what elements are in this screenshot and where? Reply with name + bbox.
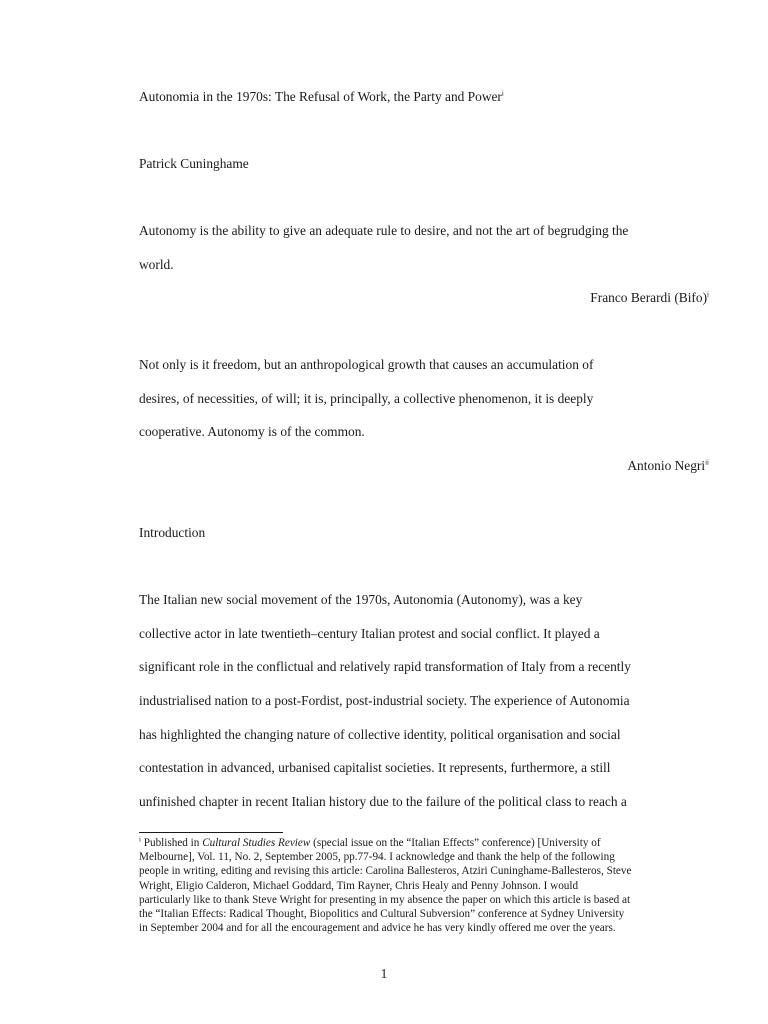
epigraph-1-line-2: world. [139,257,174,272]
page-number: 1 [380,966,388,981]
footnote-line1-rest: (special issue on the “Italian Effects” conference) [University of [310,837,601,849]
footnote-marker: i [139,835,141,844]
document-title [139,89,709,105]
body-line: has highlighted the changing nature of collective identity, political organisation and social [139,727,621,742]
epigraph-2-attribution [139,458,709,474]
epigraph-2-line-1: Not only is it freedom, but an anthropological growth that causes an accumulation of [139,357,594,372]
footnote-line [139,836,709,850]
document-title-text: Autonomia in the 1970s: The Refusal of Work, the Party and Power [139,89,502,104]
body-line: The Italian new social movement of the 1970s, Autonomia (Autonomy), was a key [139,592,583,607]
epigraph-2-line-2: desires, of necessities, of will; it is, principally, a collective phenomenon, it is deeply [139,391,594,406]
footnote-line: in September 2004 and for all the encouragement and advice he has very kindly offered me over the years. [139,922,616,935]
section-heading: Introduction [139,525,206,540]
footnote-line: Melbourne], Vol. 11, No. 2, September 2005, pp.77-94. I acknowledge and thank the help of the following [139,851,615,864]
epigraph-1-line-1: Autonomy is the ability to give an adequate rule to desire, and not the art of begrudging the [139,223,629,238]
epigraph-1-note-marker: i [707,290,709,299]
epigraph-2-line-3: cooperative. Autonomy is of the common. [139,424,365,439]
footnote-line: people in writing, editing and revising this article: Carolina Ballesteros, Atziri Cuninghame-Ballesteros, Steve [139,865,632,878]
title-footnote-marker: i [501,89,504,98]
footnote-line: the “Italian Effects: Radical Thought, Biopolitics and Cultural Subversion” conference at Sydney University [139,908,625,921]
author-name: Patrick Cuninghame [139,156,249,171]
body-line: unfinished chapter in recent Italian history due to the failure of the political class to reach a [139,794,627,809]
footnote-journal-title: Cultural Studies Review [202,837,311,849]
epigraph-2-attribution-text: Antonio Negri [627,458,706,473]
footnote-line: Wright, Eligio Calderon, Michael Goddard, Tim Rayner, Chris Healy and Penny Johnson. I would [139,879,579,892]
footnote-line: particularly like to thank Steve Wright for presenting in my absence the paper on which this article is based at [139,893,631,906]
body-line: contestation in advanced, urbanised capitalist societies. It represents, furthermore, a still [139,760,611,775]
epigraph-2-note-marker: ii [705,458,709,467]
body-line: industrialised nation to a post-Fordist, post-industrial society. The experience of Autonomia [139,693,630,708]
footnote-prefix: Published in [140,837,203,849]
footnote [139,836,709,935]
body-line: significant role in the conflictual and relatively rapid transformation of Italy from a recently [139,659,631,674]
footnote-separator [139,832,283,833]
epigraph-1-attribution-text: Franco Berardi (Bifo) [590,290,708,305]
body-line: collective actor in late twentieth–century Italian protest and social conflict. It played a [139,626,600,641]
epigraph-1-attribution [139,290,709,306]
